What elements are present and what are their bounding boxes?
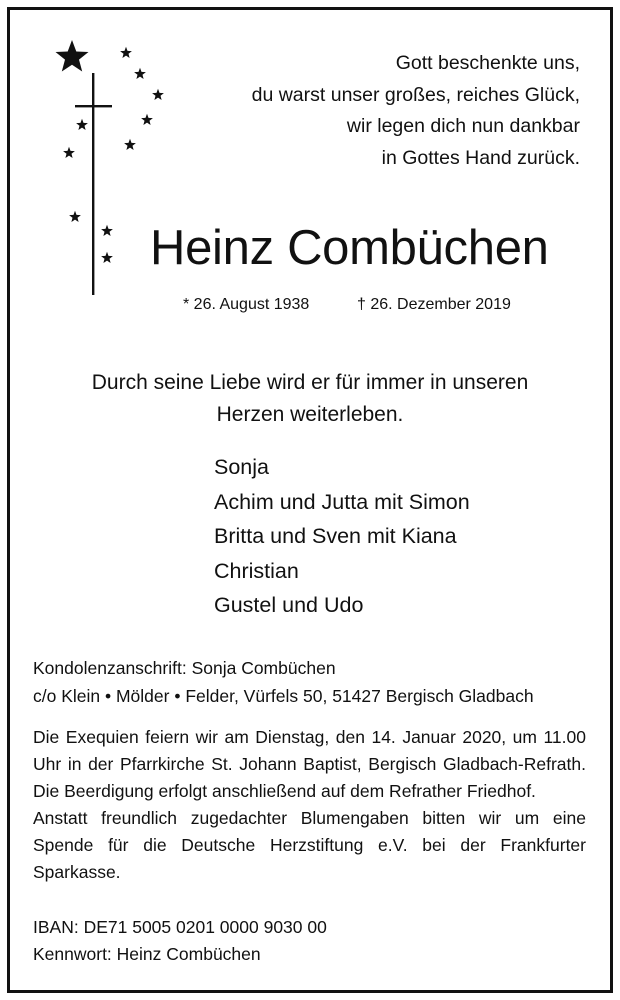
quote-line: Herzen weiterleben. [216,403,404,426]
star-icon [124,139,136,150]
address-line: c/o Klein • Mölder • Felder, Vürfels 50, 51427 Bergisch Gladbach [33,685,534,706]
star-icon [101,225,113,236]
birth-date: * 26. August 1938 [183,296,310,313]
family-member: Britta und Sven mit Kiana [214,524,457,548]
star-icon [141,114,153,125]
star-icon [134,68,146,79]
condolence-address [33,655,593,710]
small-stars [63,47,164,263]
poem-line: in Gottes Hand zurück. [381,146,580,169]
poem-line: wir legen dich nun dankbar [346,115,580,137]
poem-line: Gott beschenkte uns, [395,52,580,74]
family-member: Achim und Jutta mit Simon [214,489,470,514]
star-icon [56,40,89,72]
quote-line: Durch seine Liebe wird er für immer in unseren [91,371,529,394]
family-list [214,450,470,623]
donation-paragraph: Anstatt freundlich zugedachter Blumengaben bitten wir um eine Spende für die Deutsche Herzstiftung e.V. bei der Frankfurter Sparkasse. [33,808,586,882]
funeral-paragraph: Die Exequien feiern wir am Dienstag, den 14. Januar 2020, um 11.00 Uhr in der Pfarrkirche St. Johann Baptist, Bergisch Gladbach-Refrath. Die Beerdigung erfolgt anschließend auf dem Refrather Friedhof. [33,727,586,801]
kennwort-line: Kennwort: Heinz Combüchen [33,944,261,964]
star-icon [120,47,132,58]
death-date: † 26. Dezember 2019 [357,296,511,313]
poem-line: du warst unser großes, reiches Glück, [251,83,580,106]
family-member: Christian [214,558,299,583]
deceased-name: Heinz Combüchen [150,221,549,275]
star-icon [63,147,75,158]
star-icon [101,252,113,263]
service-details [33,724,586,886]
memorial-quote [40,367,580,431]
star-icon [69,211,81,222]
family-member: Sonja [214,455,269,479]
poem [160,48,580,174]
star-icon [76,119,88,130]
family-member: Gustel und Udo [214,593,364,617]
iban-line: IBAN: DE71 5005 0201 0000 9030 00 [33,917,327,937]
address-line: Kondolenzanschrift: Sonja Combüchen [33,658,336,678]
